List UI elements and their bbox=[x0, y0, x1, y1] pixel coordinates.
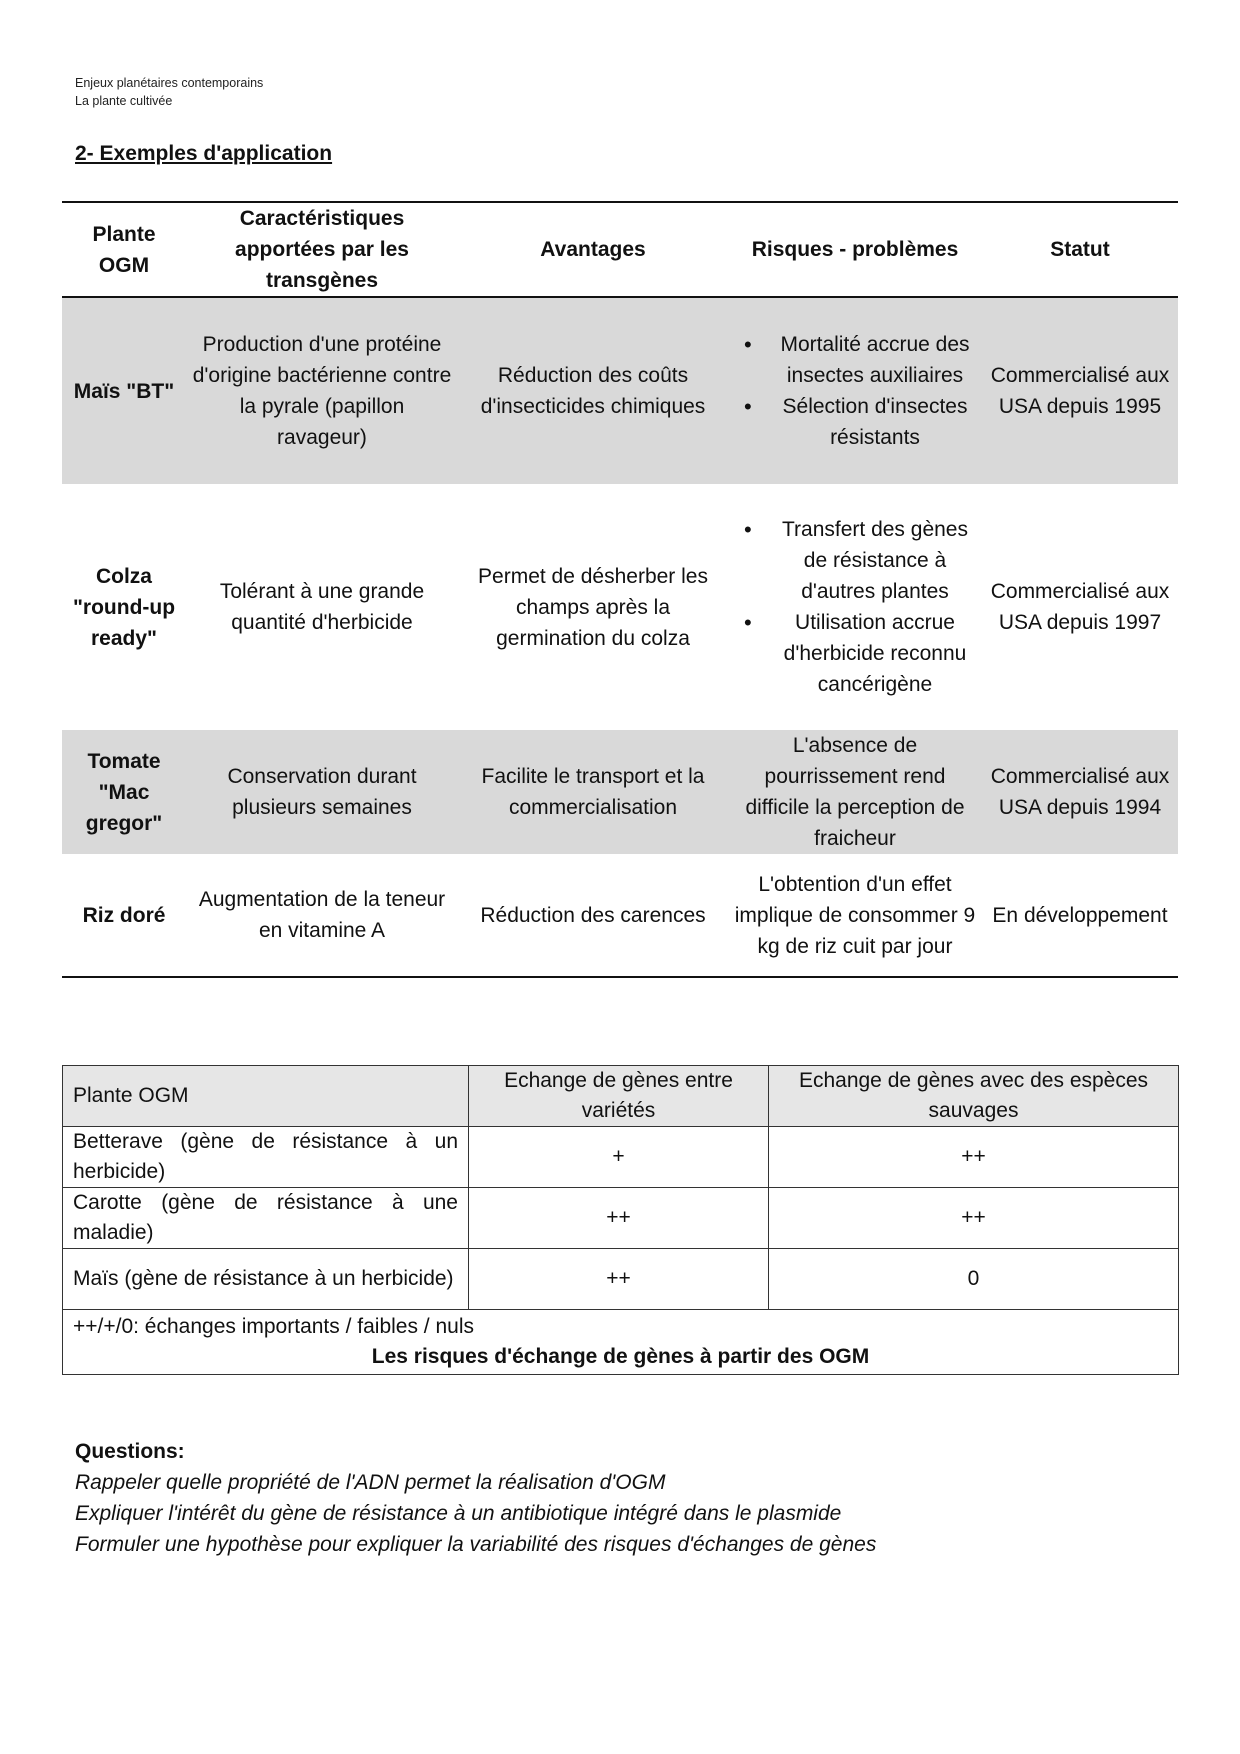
header-avantages: Avantages bbox=[458, 202, 728, 297]
header-caracteristiques: Caractéristiques apportées par les transgènes bbox=[186, 202, 458, 297]
question-item: Rappeler quelle propriété de l'ADN permet la réalisation d'OGM bbox=[75, 1471, 666, 1494]
gene-cell-varietes: ++ bbox=[469, 1249, 769, 1310]
header-plante: Plante OGM bbox=[62, 202, 186, 297]
cell-plante: Maïs "BT" bbox=[62, 297, 186, 484]
gene-exchange-table bbox=[62, 1065, 1179, 1375]
gene-header-sauvages: Echange de gènes avec des espèces sauvages bbox=[769, 1066, 1179, 1127]
risques-list bbox=[734, 329, 976, 453]
cell-plante: Riz doré bbox=[82, 903, 166, 927]
gene-cell-sauvages: ++ bbox=[769, 1188, 1179, 1249]
risque-item: • Mortalité accrue des insectes auxiliaires bbox=[734, 329, 976, 391]
table-row bbox=[62, 854, 1178, 977]
risque-item: • Transfert des gènes de résistance à d'autres plantes bbox=[734, 514, 976, 607]
cell-plante: Tomate "Mac gregor" bbox=[62, 730, 186, 854]
gene-cell-varietes: + bbox=[469, 1127, 769, 1188]
gene-table-footer-row bbox=[63, 1310, 1179, 1375]
cell-caracteristiques: Augmentation de la teneur en vitamine A bbox=[198, 888, 446, 942]
cell-statut: Commercialisé aux USA depuis 1994 bbox=[982, 730, 1178, 854]
page-header bbox=[75, 74, 263, 110]
gene-table-footer bbox=[63, 1310, 1179, 1375]
risque-item: • Sélection d'insectes résistants bbox=[734, 391, 976, 453]
questions-section bbox=[75, 1436, 876, 1560]
gene-cell-plante: Betterave (gène de résistance à un herbicide) bbox=[63, 1127, 469, 1188]
cell-risques bbox=[728, 297, 982, 484]
gene-cell-plante: Carotte (gène de résistance à une maladie) bbox=[63, 1188, 469, 1249]
cell-avantages: Réduction des coûts d'insecticides chimiques bbox=[458, 297, 728, 484]
cell-caracteristiques: Conservation durant plusieurs semaines bbox=[186, 730, 458, 854]
gene-cell-varietes: ++ bbox=[469, 1188, 769, 1249]
table-row bbox=[62, 730, 1178, 854]
cell-statut: En développement bbox=[992, 903, 1168, 927]
cell-risques: L'obtention d'un effet implique de consommer 9 kg de riz cuit par jour bbox=[734, 872, 976, 958]
cell-avantages: Facilite le transport et la commercialisation bbox=[458, 730, 728, 854]
risque-item: • Utilisation accrue d'herbicide reconnu cancérigène bbox=[734, 607, 976, 700]
gene-table-header-row bbox=[63, 1066, 1179, 1127]
gene-table-legend: ++/+/0: échanges importants / faibles / nuls bbox=[73, 1315, 474, 1338]
header-risques: Risques - problèmes bbox=[728, 202, 982, 297]
table-row bbox=[62, 484, 1178, 730]
gene-table-caption: Les risques d'échange de gènes à partir des OGM bbox=[371, 1345, 870, 1368]
gene-cell-sauvages: ++ bbox=[769, 1127, 1179, 1188]
cell-avantages: Réduction des carences bbox=[480, 903, 706, 927]
gene-cell-plante: Maïs (gène de résistance à un herbicide) bbox=[63, 1249, 469, 1310]
gene-cell-sauvages: 0 bbox=[769, 1249, 1179, 1310]
cell-risques: L'absence de pourrissement rend difficile la perception de fraicheur bbox=[728, 730, 982, 854]
risques-list bbox=[734, 514, 976, 700]
gene-header-varietes: Echange de gènes entre variétés bbox=[469, 1066, 769, 1127]
cell-statut: Commercialisé aux USA depuis 1997 bbox=[990, 580, 1170, 634]
cell-avantages: Permet de désherber les champs après la germination du colza bbox=[478, 564, 708, 650]
cell-caracteristiques: Production d'une protéine d'origine bactérienne contre la pyrale (papillon ravageur) bbox=[186, 297, 458, 484]
table-row bbox=[63, 1249, 1179, 1310]
table-row bbox=[62, 297, 1178, 484]
ogm-examples-table bbox=[62, 201, 1178, 978]
cell-caracteristiques: Tolérant à une grande quantité d'herbicide bbox=[219, 580, 425, 634]
questions-title: Questions: bbox=[75, 1440, 185, 1463]
header-line-2: La plante cultivée bbox=[75, 94, 173, 108]
table-row bbox=[63, 1127, 1179, 1188]
cell-plante: Colza "round-up ready" bbox=[72, 564, 176, 650]
cell-risques bbox=[728, 484, 982, 730]
header-line-1: Enjeux planétaires contemporains bbox=[75, 76, 264, 90]
section-title: 2- Exemples d'application bbox=[75, 142, 333, 165]
question-item: Expliquer l'intérêt du gène de résistance à un antibiotique intégré dans le plasmide bbox=[75, 1502, 842, 1525]
gene-header-plante: Plante OGM bbox=[63, 1066, 469, 1127]
cell-statut: Commercialisé aux USA depuis 1995 bbox=[982, 297, 1178, 484]
header-statut: Statut bbox=[982, 202, 1178, 297]
table-row bbox=[63, 1188, 1179, 1249]
ogm-table-header-row bbox=[62, 202, 1178, 297]
question-item: Formuler une hypothèse pour expliquer la variabilité des risques d'échanges de gènes bbox=[75, 1533, 877, 1556]
